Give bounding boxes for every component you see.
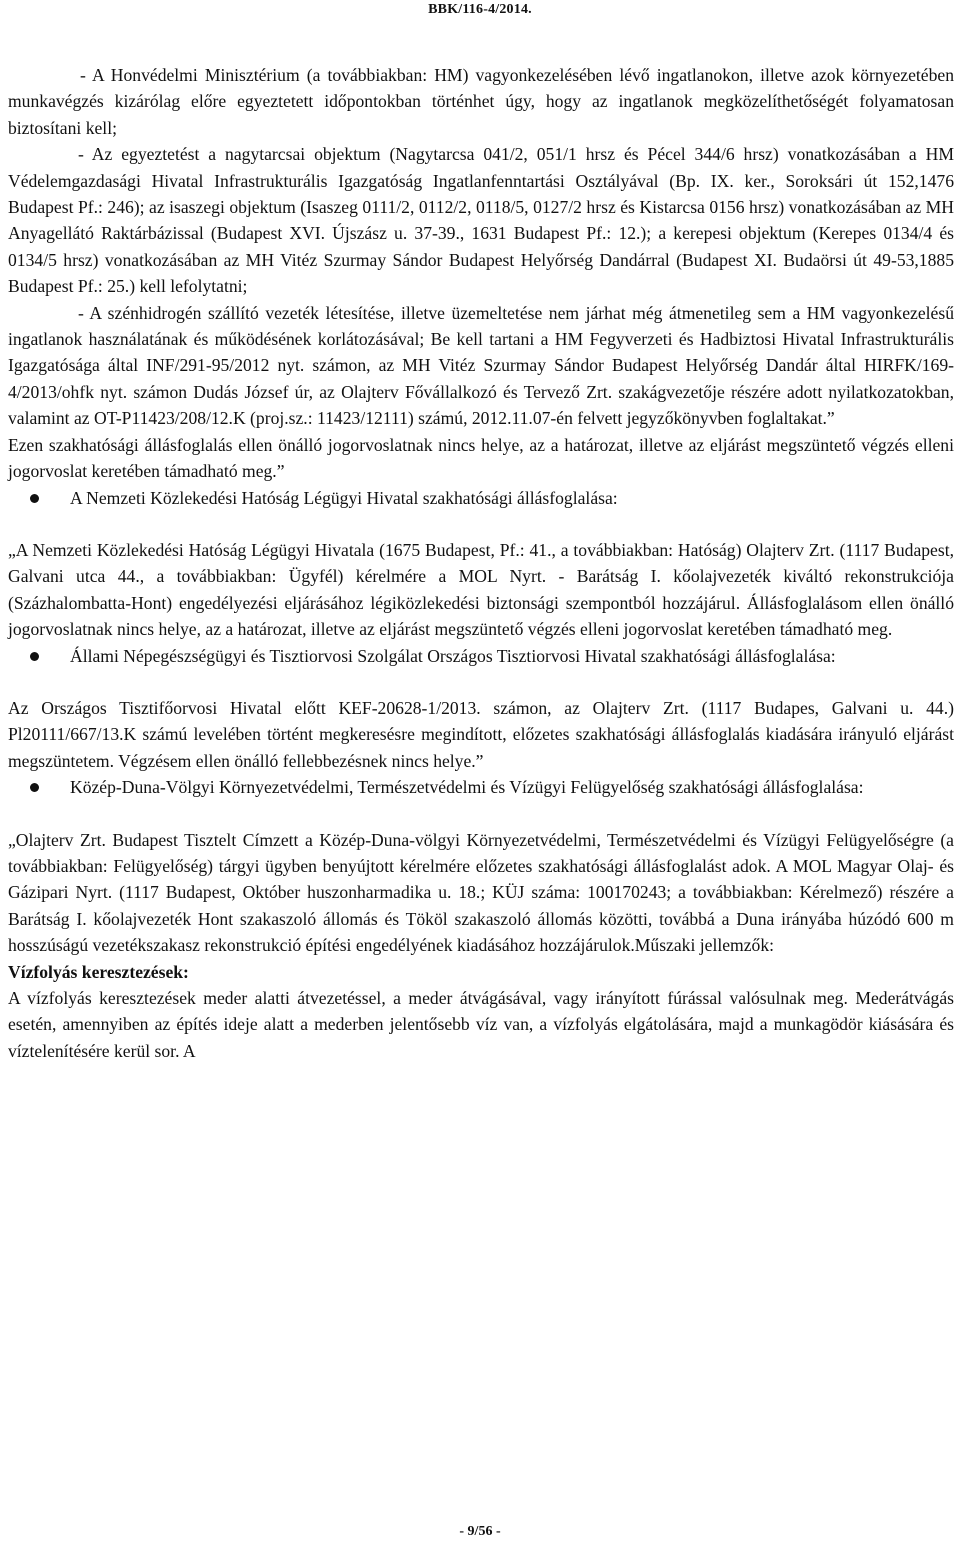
bullet-text: Közép-Duna-Völgyi Környezetvédelmi, Természetvédelmi és Vízügyi Felügyelőség szakhatósági állásfoglalása: — [70, 777, 864, 798]
document-body — [8, 62, 954, 1064]
paragraph-aviation-statement: „A Nemzeti Közlekedési Hatóság Légügyi Hivatala (1675 Budapest, Pf.: 41., a továbbiakban: Hatóság) Olajterv Zrt. (1117 Budapest, Galvani utca 44., a továbbiakban: Ügyfél) kérelmére a MOL Nyrt. - Barátság I. kőolajvezeték kiváltó rekonstrukciója (Százhalombatta-Hont) engedélyezési eljárásához légiközlekedési biztonsági szempontból hozzájárul. Állásfoglalásom ellen önálló jogorvoslatnak nincs helye, az a határozat, illetve az eljárást megszüntető végzés elleni jogorvoslat keretében támadható meg. — [8, 539, 954, 640]
bullet-item-public-health — [8, 643, 954, 669]
bullet-icon — [30, 494, 39, 503]
bullet-item-aviation-authority — [8, 485, 954, 511]
bullet-text: Állami Népegészségügyi és Tisztiorvosi Szolgálat Országos Tisztiorvosi Hivatal szakhatósági állásfoglalása: — [70, 645, 836, 666]
paragraph-hydrocarbon-pipeline: - A szénhidrogén szállító vezeték létesítése, illetve üzemeltetése nem járhat még átmenetileg sem a HM vagyonkezelésű ingatlanok használatának és működésének korlátozásával; Be kell tartani a HM Fegyverzeti és Hadbiztosi Hivatal Infrastrukturális Igazgatósága által INF/291-95/2012 nyt. számon, az MH Vitéz Szurmay Sándor Budapest Helyőrség Dandár által HIRFK/169-4/2013/ohfk nyt. számon Dudás József úr, az Olajterv Fővállalkozó és Tervező Zrt. szakágvezetője részére adott nyilatkozatokban, valamint az OT-P11423/208/12.K (proj.sz.: 11423/12111) számú, 2012.11.07-én felvett jegyzőkönyvben foglaltakat.” — [8, 302, 954, 429]
paragraph-hm-conditions: - A Honvédelmi Minisztérium (a továbbiakban: HM) vagyonkezelésében lévő ingatlanokon, illetve azok környezetében munkavégzés kizárólag előre egyeztetett időpontokban történhet úgy, hogy az ingatlanok megközelíthetőségét folyamatosan biztosítani kell; — [8, 65, 954, 138]
document-number-header: BBK/116-4/2014. — [428, 2, 532, 17]
paragraph-health-office-statement: Az Országos Tisztifőorvosi Hivatal előtt KEF-20628-1/2013. számon, az Olajterv Zrt. (1117 Budapes, Galvani u. 44.) Pl20111/667/13.K számú levelében történt megkeresésre megindított, előzetes szakhatósági állásfoglalás kiadására irányuló eljárást megszüntetem. Végzésem ellen önálló fellebbezésnek nincs helye.” — [8, 697, 954, 771]
paragraph-legal-remedy: Ezen szakhatósági állásfoglalás ellen önálló jogorvoslatnak nincs helye, az a határozat, illetve az eljárást megszüntető végzés elleni jogorvoslat keretében támadható meg.” — [8, 434, 954, 482]
bullet-icon — [30, 783, 39, 792]
paragraph-watercourse: A vízfolyás keresztezések meder alatti átvezetéssel, a meder átvágásával, vagy irányított fúrással valósulnak meg. Mederátvágás esetén, amennyiben az építés ideje alatt a mederben jelentősebb víz van, a vízfolyás elgátolására, majd a munkagödör kiásására és víztelenítésére kerül sor. A — [8, 988, 954, 1061]
bullet-item-environment-inspectorate — [8, 774, 954, 800]
paragraph-coordination: - Az egyeztetést a nagytarcsai objektum (Nagytarcsa 041/2, 051/1 hrsz és Pécel 344/6 hrsz) vonatkozásában a HM Védelemgazdasági Hivatal Infrastrukturális Igazgatóság Ingatlanfenntartási Osztályával (Bp. IX. ker., Soroksári út 152,1476 Budapest Pf.: 246); az isaszegi objektum (Isaszeg 0111/2, 0112/2, 0118/5, 0127/2 hrsz és Kistarcsa 0156 hrsz) vonatkozásában az MH Anyagellátó Raktárbázissal (Budapest XVI. Újszász u. 37-39., 1631 Budapest Pf.: 12.); a kerepesi objektum (Kerepes 0134/4 és 0134/5 hrsz) vonatkozásában az MH Vitéz Szurmay Sándor Budapest Helyőrség Dandárral (Budapest XI. Budaörsi út 49-53,1885 Budapest Pf.: 25.) kell lefolytatni; — [8, 144, 954, 297]
section-heading-watercourse: Vízfolyás keresztezések: — [8, 961, 189, 982]
bullet-icon — [30, 652, 39, 661]
bullet-text: A Nemzeti Közlekedési Hatóság Légügyi Hivatal szakhatósági állásfoglalása: — [70, 487, 618, 508]
page-number-footer: - 9/56 - — [459, 1524, 501, 1539]
paragraph-environment-statement: „Olajterv Zrt. Budapest Tisztelt Címzett a Közép-Duna-völgyi Környezetvédelmi, Természetvédelmi és Vízügyi Felügyelőségre (a továbbiakban: Felügyelőség) tárgyi ügyben benyújtott kérelmére előzetes szakhatósági állásfoglalást adok. A MOL Magyar Olaj- és Gázipari Nyrt. (1117 Budapest, Október huszonharmadika u. 18.; KÜJ száma: 100170243; a továbbiakban: Kérelmező) részére a Barátság I. kőolajvezeték Hont szakaszoló állomás és Tököl szakaszoló állomás közötti, továbbá a Duna irányába húzódó 600 m hosszúságú vezetékszakasz rekonstrukció építési engedélyének kiadásához hozzájárulok.Műszaki jellemzők: — [8, 829, 954, 956]
